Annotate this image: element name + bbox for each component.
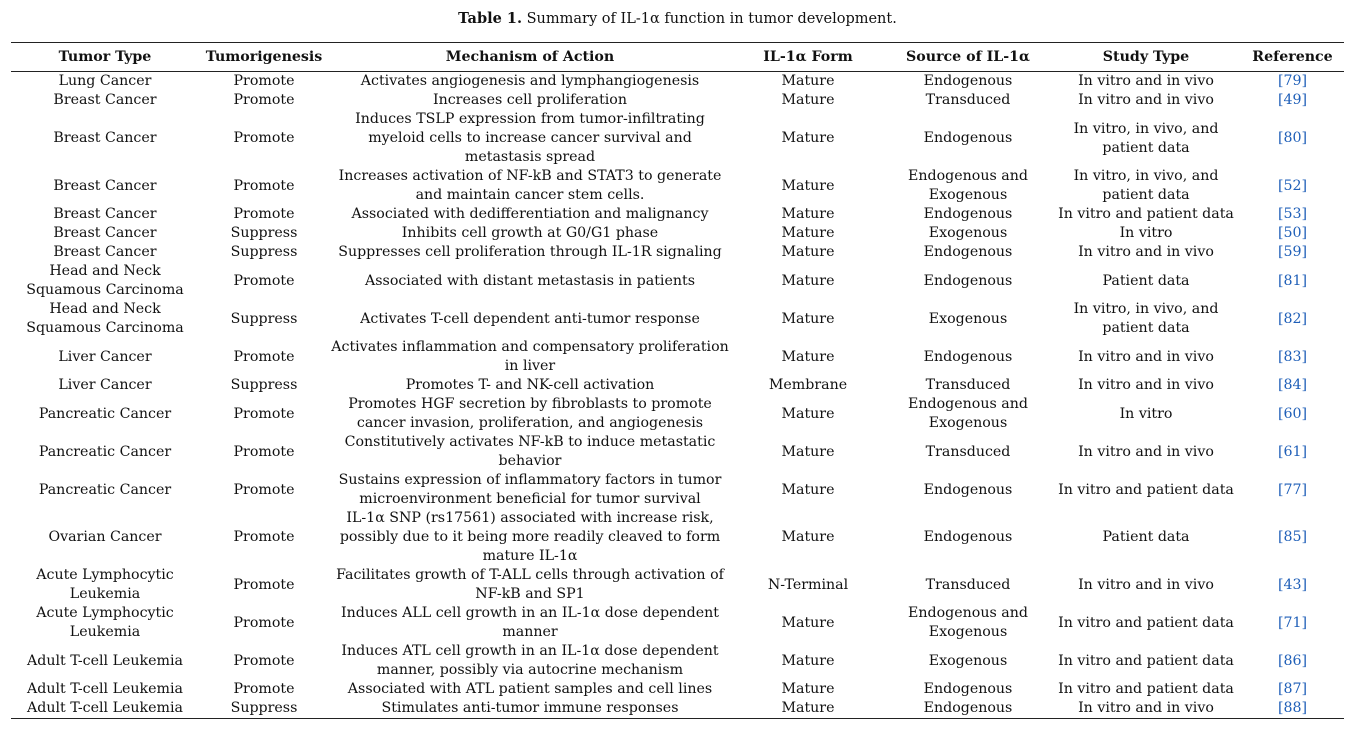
cell-mechanism: Constitutively activates NF-kB to induce metastatic behavior xyxy=(344,434,716,469)
cell-tumor-type: Adult T-cell Leukemia xyxy=(27,681,183,697)
cell-il1a-form: Mature xyxy=(781,244,835,260)
cell-source: Transduced xyxy=(925,92,1011,108)
cell-study-type: Patient data xyxy=(1102,272,1190,289)
cell-study-type: In vitro and in vivo xyxy=(1078,576,1214,593)
cell-study-type: In vitro and patient data xyxy=(1058,206,1234,222)
cell-study-type: In vitro, in vivo, and patient data xyxy=(1073,120,1219,156)
cell-tumor-type: Liver Cancer xyxy=(58,377,152,393)
cell-source: Transduced xyxy=(925,576,1011,593)
header-reference: Reference xyxy=(1241,43,1344,72)
cell-reference-link[interactable]: [59] xyxy=(1277,244,1308,260)
cell-reference-link[interactable]: [50] xyxy=(1277,225,1308,241)
table-row xyxy=(11,566,1344,604)
cell-study-type: In vitro and in vivo xyxy=(1078,92,1214,108)
cell-mechanism: Inhibits cell growth at G0/G1 phase xyxy=(401,225,659,241)
cell-study-type: In vitro and patient data xyxy=(1058,681,1234,697)
table-row xyxy=(11,471,1344,509)
table-row xyxy=(11,243,1344,262)
cell-mechanism: Associated with distant metastasis in patients xyxy=(365,272,695,289)
cell-study-type: In vitro and in vivo xyxy=(1078,73,1214,89)
cell-il1a-form: Mature xyxy=(781,529,835,545)
cell-reference-link[interactable]: [49] xyxy=(1277,92,1308,108)
cell-reference-link[interactable]: [88] xyxy=(1241,699,1344,719)
cell-tumor-type: Breast Cancer xyxy=(53,177,157,194)
cell-study-type: In vitro, in vivo, and patient data xyxy=(1073,301,1219,336)
cell-reference-link[interactable]: [87] xyxy=(1277,681,1308,697)
cell-source: Endogenous xyxy=(923,272,1013,289)
table-row xyxy=(11,642,1344,680)
cell-tumor-type: Liver Cancer xyxy=(58,348,152,365)
cell-reference-link[interactable]: [83] xyxy=(1277,348,1308,365)
cell-mechanism: Promotes HGF secretion by fibroblasts to promote cancer invasion, proliferation, and angiogenesis xyxy=(348,396,712,431)
cell-mechanism: Suppresses cell proliferation through IL-1R signaling xyxy=(338,244,722,260)
cell-tumorigenesis: Promote xyxy=(233,73,295,89)
cell-il1a-form: Mature xyxy=(781,481,835,498)
cell-reference-link[interactable]: [82] xyxy=(1277,310,1308,327)
cell-tumorigenesis: Promote xyxy=(233,272,295,289)
table-row xyxy=(11,433,1344,471)
cell-mechanism: Associated with dedifferentiation and malignancy xyxy=(351,206,709,222)
cell-reference-link[interactable]: [53] xyxy=(1277,206,1308,222)
cell-il1a-form: Mature xyxy=(781,225,835,241)
cell-tumorigenesis: Promote xyxy=(233,481,295,498)
cell-study-type: In vitro and in vivo xyxy=(1078,443,1214,460)
table-row xyxy=(11,72,1344,92)
cell-tumor-type: Breast Cancer xyxy=(53,206,157,222)
table-row xyxy=(11,205,1344,224)
cell-tumorigenesis: Promote xyxy=(233,92,295,108)
cell-tumor-type: Adult T-cell Leukemia xyxy=(27,652,183,669)
cell-tumorigenesis: Promote xyxy=(233,681,295,697)
cell-tumor-type: Pancreatic Cancer xyxy=(38,405,172,422)
cell-source: Endogenous xyxy=(923,681,1013,697)
cell-tumorigenesis: Promote xyxy=(233,529,295,545)
cell-source: Exogenous xyxy=(928,310,1008,327)
cell-tumorigenesis: Suppress xyxy=(230,244,298,260)
cell-mechanism: Induces ATL cell growth in an IL-1α dose dependent manner, possibly via autocrine mechanism xyxy=(341,643,719,678)
header-study-type: Study Type xyxy=(1051,43,1241,72)
cell-study-type: In vitro and in vivo xyxy=(1078,377,1214,393)
header-mechanism: Mechanism of Action xyxy=(329,43,731,72)
cell-source: Exogenous xyxy=(928,652,1008,669)
cell-study-type: Patient data xyxy=(1102,529,1190,545)
caption-text: Summary of IL-1α function in tumor development. xyxy=(526,11,897,27)
cell-source: Exogenous xyxy=(928,225,1008,241)
cell-reference-link[interactable]: [77] xyxy=(1277,481,1308,498)
table-body xyxy=(11,72,1344,719)
table-row xyxy=(11,91,1344,110)
cell-tumorigenesis: Suppress xyxy=(230,377,298,393)
cell-reference-link[interactable]: [80] xyxy=(1277,130,1308,146)
cell-source: Endogenous and Exogenous xyxy=(908,605,1028,640)
header-il1a-form: IL-1α Form xyxy=(731,43,885,72)
cell-tumorigenesis: Promote xyxy=(233,443,295,460)
table-row xyxy=(11,604,1344,642)
cell-il1a-form: Mature xyxy=(731,699,885,719)
cell-study-type: In vitro and patient data xyxy=(1058,481,1234,498)
cell-reference-link[interactable]: [85] xyxy=(1277,529,1308,545)
cell-tumorigenesis: Promote xyxy=(233,614,295,631)
cell-il1a-form: Mature xyxy=(781,681,835,697)
cell-tumor-type: Head and Neck Squamous Carcinoma xyxy=(26,263,184,298)
cell-source: Endogenous and Exogenous xyxy=(908,396,1028,431)
cell-mechanism: Activates T-cell dependent anti-tumor response xyxy=(360,310,700,327)
cell-mechanism: Sustains expression of inflammatory factors in tumor microenvironment beneficial for tumor survival xyxy=(338,472,722,507)
cell-il1a-form: Mature xyxy=(781,348,835,365)
cell-reference-link[interactable]: [61] xyxy=(1277,443,1308,460)
table-row xyxy=(11,300,1344,338)
cell-tumorigenesis: Promote xyxy=(233,177,295,194)
header-source: Source of IL-1α xyxy=(885,43,1051,72)
cell-tumor-type: Breast Cancer xyxy=(53,225,157,241)
cell-mechanism: Induces ALL cell growth in an IL-1α dose dependent manner xyxy=(341,605,719,640)
cell-source: Endogenous xyxy=(923,481,1013,498)
table-row xyxy=(11,110,1344,167)
cell-study-type: In vitro xyxy=(1119,225,1173,241)
cell-il1a-form: Mature xyxy=(781,652,835,669)
table-caption xyxy=(0,9,1355,29)
table-row xyxy=(11,395,1344,433)
cell-mechanism: Activates inflammation and compensatory proliferation in liver xyxy=(331,339,729,374)
cell-study-type: In vitro and in vivo xyxy=(1078,244,1214,260)
cell-study-type: In vitro and patient data xyxy=(1058,652,1234,669)
cell-mechanism: Induces TSLP expression from tumor-infiltrating myeloid cells to increase cancer survival and metastasis spread xyxy=(355,111,705,165)
cell-tumor-type: Breast Cancer xyxy=(53,244,157,260)
cell-tumorigenesis: Suppress xyxy=(199,699,329,719)
cell-il1a-form: Mature xyxy=(781,73,835,89)
cell-source: Endogenous xyxy=(923,348,1013,365)
cell-tumorigenesis: Suppress xyxy=(230,310,298,327)
cell-reference-link[interactable]: [52] xyxy=(1277,177,1308,194)
cell-tumorigenesis: Promote xyxy=(233,206,295,222)
cell-mechanism: Increases activation of NF-kB and STAT3 to generate and maintain cancer stem cells. xyxy=(338,168,722,203)
cell-il1a-form: Mature xyxy=(781,272,835,289)
cell-mechanism: Activates angiogenesis and lymphangiogenesis xyxy=(360,73,700,89)
cell-il1a-form: Mature xyxy=(781,405,835,422)
cell-tumor-type: Adult T-cell Leukemia xyxy=(11,699,199,719)
cell-tumor-type: Breast Cancer xyxy=(53,130,157,146)
cell-reference-link[interactable]: [71] xyxy=(1277,614,1308,631)
cell-study-type: In vitro, in vivo, and patient data xyxy=(1073,168,1219,203)
cell-tumor-type: Pancreatic Cancer xyxy=(38,481,172,498)
cell-reference-link[interactable]: [81] xyxy=(1277,272,1308,289)
cell-il1a-form: Mature xyxy=(781,130,835,146)
cell-mechanism: IL-1α SNP (rs17561) associated with increase risk, possibly due to it being more readily cleaved to form mature IL-1α xyxy=(339,510,721,564)
cell-tumorigenesis: Promote xyxy=(233,405,295,422)
cell-tumor-type: Ovarian Cancer xyxy=(48,529,162,545)
table-row xyxy=(11,338,1344,376)
cell-mechanism: Associated with ATL patient samples and cell lines xyxy=(347,681,713,697)
cell-source: Endogenous xyxy=(923,244,1013,260)
cell-mechanism: Increases cell proliferation xyxy=(432,92,627,108)
cell-tumor-type: Breast Cancer xyxy=(53,92,157,108)
cell-tumorigenesis: Suppress xyxy=(230,225,298,241)
cell-reference-link[interactable]: [60] xyxy=(1277,405,1308,422)
cell-il1a-form: Mature xyxy=(781,443,835,460)
cell-source: Endogenous xyxy=(885,699,1051,719)
table-row xyxy=(11,224,1344,243)
cell-study-type: In vitro xyxy=(1119,405,1173,422)
cell-il1a-form: Membrane xyxy=(768,377,848,393)
cell-reference-link[interactable]: [86] xyxy=(1277,652,1308,669)
cell-study-type: In vitro and patient data xyxy=(1058,614,1234,631)
table-header-row xyxy=(11,43,1344,72)
cell-source: Endogenous xyxy=(923,529,1013,545)
table-row xyxy=(11,262,1344,300)
cell-source: Endogenous xyxy=(923,73,1013,89)
cell-il1a-form: Mature xyxy=(781,614,835,631)
cell-il1a-form: Mature xyxy=(781,177,835,194)
cell-tumorigenesis: Promote xyxy=(233,576,295,593)
cell-tumor-type: Acute Lymphocytic Leukemia xyxy=(36,567,174,602)
cell-tumor-type: Acute Lymphocytic Leukemia xyxy=(36,605,174,640)
cell-tumorigenesis: Promote xyxy=(233,348,295,365)
caption-label: Table 1. xyxy=(458,10,523,27)
cell-reference-link[interactable]: [43] xyxy=(1277,576,1308,593)
cell-mechanism: Facilitates growth of T-ALL cells through activation of NF-kB and SP1 xyxy=(336,567,724,602)
cell-source: Endogenous and Exogenous xyxy=(908,168,1028,203)
table-row xyxy=(11,680,1344,699)
cell-tumor-type: Head and Neck Squamous Carcinoma xyxy=(26,301,184,336)
cell-tumor-type: Lung Cancer xyxy=(58,73,152,89)
cell-il1a-form: Mature xyxy=(781,206,835,222)
cell-il1a-form: N-Terminal xyxy=(767,576,849,593)
table-row xyxy=(11,376,1344,395)
cell-source: Endogenous xyxy=(923,206,1013,222)
cell-source: Transduced xyxy=(925,443,1011,460)
table-row xyxy=(11,167,1344,205)
cell-tumorigenesis: Promote xyxy=(233,652,295,669)
cell-reference-link[interactable]: [84] xyxy=(1277,377,1308,393)
cell-study-type: In vitro and in vivo xyxy=(1078,348,1214,365)
cell-tumor-type: Pancreatic Cancer xyxy=(38,443,172,460)
cell-source: Endogenous xyxy=(923,130,1013,146)
cell-reference-link[interactable]: [79] xyxy=(1277,73,1308,89)
header-tumorigenesis: Tumorigenesis xyxy=(199,43,329,72)
table-row xyxy=(11,699,1344,719)
cell-il1a-form: Mature xyxy=(781,310,835,327)
cell-study-type: In vitro and in vivo xyxy=(1051,699,1241,719)
cell-mechanism: Promotes T- and NK-cell activation xyxy=(405,377,655,393)
summary-table xyxy=(11,42,1344,719)
cell-tumorigenesis: Promote xyxy=(233,130,295,146)
cell-il1a-form: Mature xyxy=(781,92,835,108)
table-row xyxy=(11,509,1344,566)
cell-source: Transduced xyxy=(925,377,1011,393)
cell-mechanism: Stimulates anti-tumor immune responses xyxy=(329,699,731,719)
header-tumor-type: Tumor Type xyxy=(11,43,199,72)
